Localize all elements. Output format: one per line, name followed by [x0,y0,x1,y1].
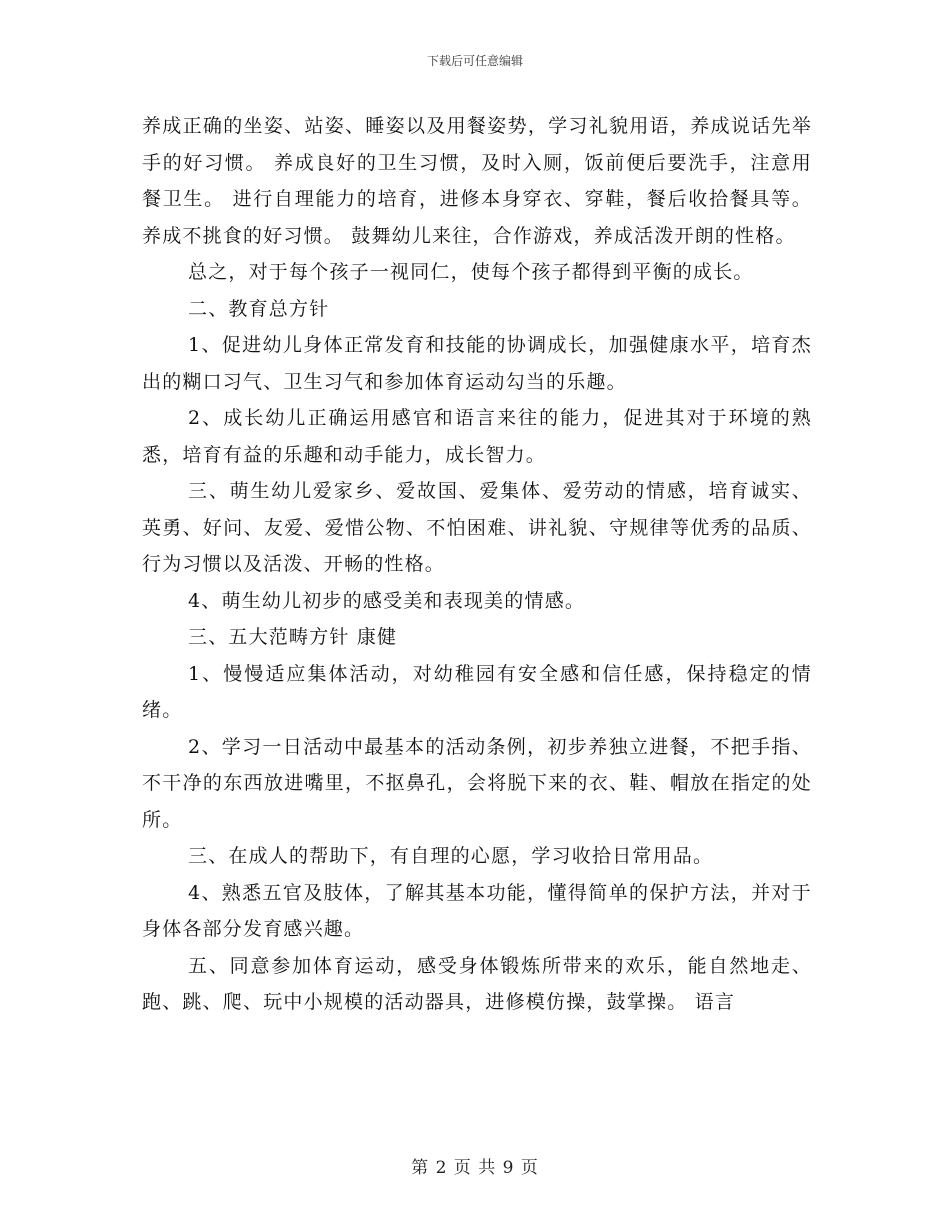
section-heading-five-domains: 三、五大范畴方针 康健 [188,626,398,648]
paragraph-item-1: 1、促进幼儿身体正常发育和技能的协调成长，加强健康水平，培育杰出的糊口习气、卫生习气和参加体育运动勾当的乐趣。 [142,334,812,393]
paragraph-item-2: 2、成长幼儿正确运用感官和语言来往的能力，促进其对于环境的熟悉，培育有益的乐趣和动手能力，成长智力。 [142,407,812,466]
paragraph-summary: 总之，对于每个孩子一视同仁，使每个孩子都得到平衡的成长。 [188,261,754,283]
document-body [142,108,812,1021]
page-header-note: 下载后可任意编辑 [426,54,523,68]
paragraph-health-1: 1、慢慢适应集体活动，对幼稚园有安全感和信任感，保持稳定的情绪。 [142,662,812,721]
paragraph-item-4: 4、萌生幼儿初步的感受美和表现美的情感。 [188,589,586,612]
page-number: 第 2 页 共 9 页 [411,1158,539,1178]
paragraph-continuation: 养成正确的坐姿、站姿、睡姿以及用餐姿势，学习礼貌用语，养成说话先举手的好习惯。 养成良好的卫生习惯，及时入厕，饭前便后要洗手，注意用餐卫生。 进行自理能力的培育，进修本身穿衣、穿鞋，餐后收拾餐具等。 养成不挑食的好习惯。 鼓舞幼儿来往，合作游戏，养成活泼开朗的性格。 [142,115,812,247]
section-heading-education-policy: 二、教育总方针 [188,297,330,320]
paragraph-health-2: 2、学习一日活动中最基本的活动条例，初步养独立进餐，不把手指、不干净的东西放进嘴里，不抠鼻孔，会将脱下来的衣、鞋、帽放在指定的处所。 [142,735,812,831]
paragraph-item-3: 三、萌生幼儿爱家乡、爱故国、爱集体、爱劳动的情感，培育诚实、英勇、好问、友爱、爱惜公物、不怕困难、讲礼貌、守规律等优秀的品质、行为习惯以及活泼、开畅的性格。 [142,480,812,575]
paragraph-health-3: 三、在成人的帮助下，有自理的心愿，学习收拾日常用品。 [188,845,714,867]
paragraph-health-5: 五、同意参加体育运动，感受身体锻炼所带来的欢乐，能自然地走、跑、跳、爬、玩中小规模的活动器具，进修模仿操，鼓掌操。 语言 [142,954,812,1013]
paragraph-health-4: 4、熟悉五官及肢体，了解其基本功能，懂得简单的保护方法，并对于身体各部分发育感兴趣。 [142,881,812,940]
